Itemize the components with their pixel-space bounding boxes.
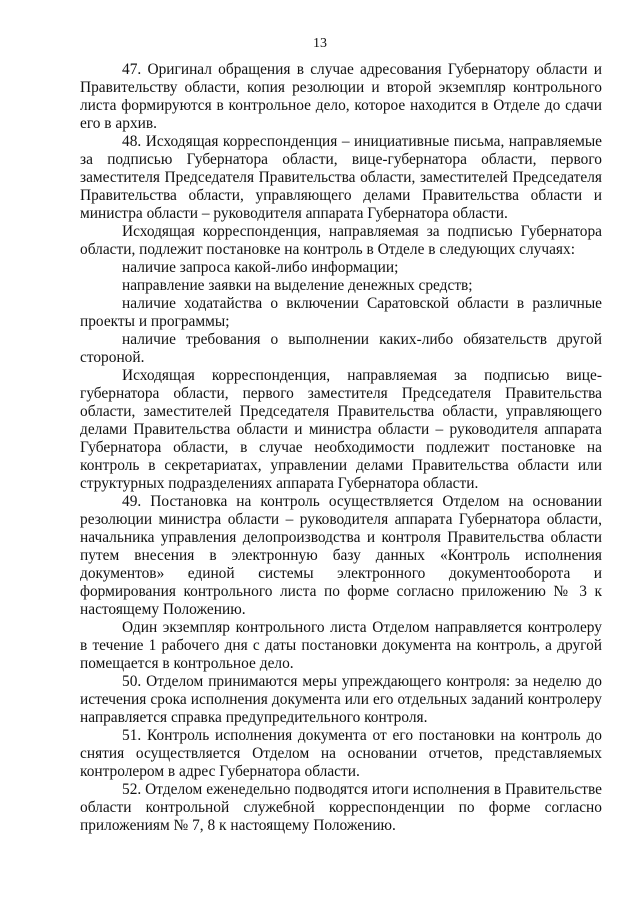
document-body — [80, 61, 602, 835]
paragraph-50: 50. Отделом принимаются меры упреждающего контроля: за неделю до истечения срока исполнения документа или его отдельных заданий контролеру направляется справка предупредительного контроля. — [80, 673, 602, 726]
paragraph-49: 49. Постановка на контроль осуществляется Отделом на основании резолюции министра области – руководителя аппарата Губернатора области, начальника управления делопроизводства и контроля Правительства области путем внесения в электронную базу данных «Контроль исполнения документов» единой системы электронного документооборота и формирования контрольного листа по форме согласно приложению № 3 к настоящему Положению. — [80, 493, 602, 618]
paragraph-51: 51. Контроль исполнения документа от его постановки на контроль до снятия осуществляется Отделом на основании отчетов, представляемых контролером в адрес Губернатора области. — [80, 727, 602, 780]
paragraph-48: 48. Исходящая корреспонденция – инициативные письма, направляемые за подписью Губернатора области, вице-губернатора области, первого заместителя Председателя Правительства области, заместителей Председателя Правительства области, управляющего делами Правительства области и министра области – руководителя аппарата Губернатора области. — [80, 133, 602, 222]
list-item-projects-petition: наличие ходатайства о включении Саратовской области в различные проекты и программы; — [80, 295, 602, 330]
list-item-information-request: наличие запроса какой-либо информации; — [122, 259, 399, 276]
page-number: 13 — [313, 36, 327, 51]
paragraph-52: 52. Отделом еженедельно подводятся итоги исполнения в Правительстве области контрольной служебной корреспонденции по форме согласно приложениям № 7, 8 к настоящему Положению. — [80, 781, 602, 834]
list-item-funding-request: направление заявки на выделение денежных средств; — [122, 277, 473, 294]
paragraph-outgoing-deputies: Исходящая корреспонденция, направляемая за подписью вице-губернатора области, первого заместителя Председателя Правительства области, заместителей Председателя Правительства области, управляющего делами Правительства области и министра области – руководителя аппарата Губернатора области, в случае необходимости подлежит постановке на контроль в секретариатах, управлении делами Правительства области или структурных подразделениях аппарата Губернатора области. — [80, 367, 602, 492]
paragraph-control-sheet-copy: Один экземпляр контрольного листа Отделом направляется контролеру в течение 1 рабочего дня с даты постановки документа на контроль, а другой помещается в контрольное дело. — [80, 619, 602, 672]
paragraph-47: 47. Оригинал обращения в случае адресования Губернатору области и Правительству области, копия резолюции и второй экземпляр контрольного листа формируются в контрольное дело, которое находится в Отделе до сдачи его в архив. — [80, 61, 602, 132]
list-item-obligations-demand: наличие требования о выполнении каких-либо обязательств другой стороной. — [80, 331, 602, 366]
paragraph-outgoing-governor: Исходящая корреспонденция, направляемая за подписью Губернатора области, подлежит постановке на контроль в Отделе в следующих случаях: — [80, 223, 602, 258]
